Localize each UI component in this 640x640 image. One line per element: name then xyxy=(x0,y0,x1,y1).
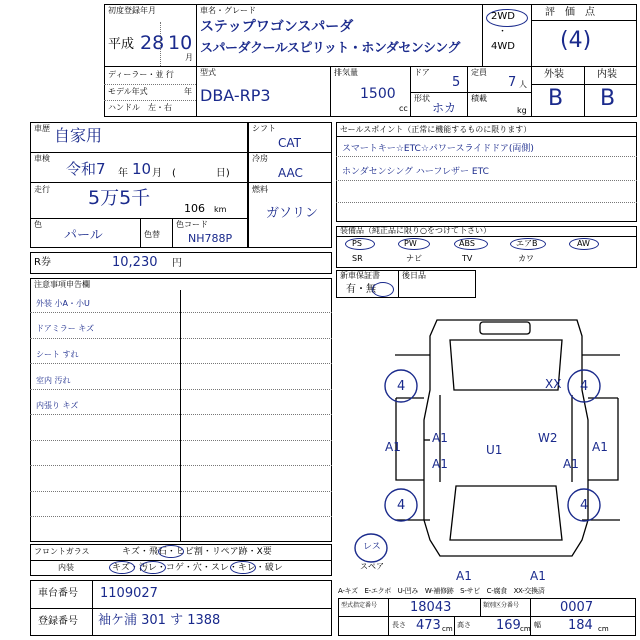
interior-label: 内装 xyxy=(597,69,617,80)
katashiki-label: 型式 xyxy=(200,68,216,77)
class-value: 0007 xyxy=(560,600,594,615)
format-value: 18043 xyxy=(410,600,452,615)
recycle-unit: 円 xyxy=(172,258,182,269)
color-value: パール xyxy=(64,228,103,243)
katashiki: DBA-RP3 xyxy=(200,86,271,105)
shape-label: 形状 xyxy=(414,94,430,103)
note-line-3: シート すれ xyxy=(36,350,79,359)
drive-4wd: 4WD xyxy=(491,41,515,52)
chassis-value: 1109027 xyxy=(100,586,158,601)
sales-point-line2: ホンダセンシング ハーフレザー ETC xyxy=(342,167,489,177)
equip-abs: ABS xyxy=(459,239,475,248)
height-label: 高さ xyxy=(457,621,471,629)
car-name: ステップワゴンスパーダ xyxy=(200,19,354,35)
color-code: NH788P xyxy=(188,232,233,245)
ac-label: 冷房 xyxy=(252,154,268,163)
mileage-km-unit: km xyxy=(214,205,227,214)
sales-point-line1: スマートキー☆ETC☆パワースライドドア(両側) xyxy=(342,144,534,154)
dealer-label: ディーラー・並 行 xyxy=(108,70,174,79)
tire-fr: 4 xyxy=(580,379,589,394)
plate-value: 袖ケ浦 301 す 1388 xyxy=(98,613,221,628)
shift-label: シフト xyxy=(252,124,276,133)
doors: 5 xyxy=(452,75,461,90)
drive-dot: ・ xyxy=(498,27,508,37)
inspection-year-unit: 年 xyxy=(118,168,128,179)
format-label: 型式指定番号 xyxy=(341,602,378,609)
reg-month: 10 xyxy=(168,32,193,54)
tire-rr: 4 xyxy=(580,498,589,513)
recycle-value: 10,230 xyxy=(112,255,158,270)
mark-a1-right: A1 xyxy=(592,440,608,454)
color-label: 色 xyxy=(34,220,42,229)
capacity-label: 定員 xyxy=(471,68,487,77)
mileage-value: 5万5千 xyxy=(88,187,151,209)
cc-unit: cc xyxy=(399,104,408,113)
glass-label: フロントガラス xyxy=(34,547,90,556)
height-value: 169 xyxy=(496,618,521,633)
mileage-km-value: 106 xyxy=(184,202,205,215)
recycle-label: R券 xyxy=(34,257,51,268)
note-line-4: 室内 汚れ xyxy=(36,376,71,385)
equip-leather: カワ xyxy=(518,254,534,263)
height-unit: cm xyxy=(520,625,531,633)
inspection-label: 車検 xyxy=(34,154,50,163)
name-grade-label: 車名・グレード xyxy=(200,6,256,15)
kg-unit: kg xyxy=(517,106,527,115)
width-label: 幅 xyxy=(534,621,541,629)
interior-cond-value: キズ・汚レ・コゲ・穴・スレ・キレ・破レ xyxy=(112,563,283,573)
capacity: 7 xyxy=(508,75,517,90)
note-line-2: ドアミラー キズ xyxy=(36,324,95,333)
person-unit: 人 xyxy=(519,80,527,89)
displacement-label: 排気量 xyxy=(334,68,358,77)
spare-mark: レス xyxy=(363,542,381,552)
mark-a1-right2: A1 xyxy=(563,457,579,471)
width-unit: cm xyxy=(598,625,609,633)
equip-navi: ナビ xyxy=(406,254,422,263)
model-year-label: モデル年式 xyxy=(108,87,148,96)
month-unit: 月 xyxy=(185,53,193,62)
eval-score: (4) xyxy=(560,28,592,53)
inspection-month: 10 xyxy=(132,160,152,178)
reg-era: 平成 xyxy=(108,37,135,52)
interior-cond-label: 内装 xyxy=(58,563,74,572)
ac-value: AAC xyxy=(278,166,303,180)
shape: ホカ xyxy=(432,101,457,115)
equipment-label: 装備品（純正品に限り○をつけて下さい） xyxy=(340,226,491,235)
handle-label: ハンドル 左・右 xyxy=(108,103,172,112)
inspection-day: ( 日) xyxy=(172,168,230,179)
doors-label: ドア xyxy=(414,68,430,77)
interior-grade: B xyxy=(600,86,616,111)
class-label: 類別区分番号 xyxy=(483,602,520,609)
load-label: 積載 xyxy=(471,94,487,103)
length-value: 473 xyxy=(416,618,441,633)
equip-aw: AW xyxy=(577,239,590,248)
exterior-label: 外装 xyxy=(544,69,564,80)
exterior-grade: B xyxy=(548,86,564,111)
chassis-label: 車台番号 xyxy=(38,588,78,599)
color-check-label: 色替 xyxy=(144,230,160,239)
damage-legend: A-キズ E-エクボ U-凹み W-補修跡 S-サビ C-腐食 XX-交換済 xyxy=(338,587,545,595)
sales-point-label: セールスポイント（正常に機能するものに限ります） xyxy=(340,125,532,134)
equip-pw: PW xyxy=(404,239,417,248)
mark-a1-left2: A1 xyxy=(432,457,448,471)
fuel-label: 燃料 xyxy=(252,185,268,194)
spare-label: スペア xyxy=(360,562,384,571)
tire-fl: 4 xyxy=(397,379,406,394)
mark-a1-left: A1 xyxy=(432,431,448,445)
mark-a1-bottom: A1 xyxy=(456,569,472,583)
mark-u1: U1 xyxy=(486,443,503,457)
eval-label: 評 価 点 xyxy=(545,7,595,18)
width-value: 184 xyxy=(568,618,593,633)
note-line-5: 内張り キズ xyxy=(36,401,79,410)
length-unit: cm xyxy=(442,625,453,633)
mileage-label: 走行 xyxy=(34,185,50,194)
warranty-value: 有・無 xyxy=(346,284,376,295)
note-line-1: 外装 小A・小U xyxy=(36,299,90,308)
drive-2wd: 2WD xyxy=(491,11,515,22)
year-unit: 年 xyxy=(184,87,192,96)
after-item-label: 後日品 xyxy=(402,271,426,280)
shift-value: CAT xyxy=(278,136,301,150)
warranty-label: 新車保証書 xyxy=(340,271,380,280)
inspection-month-unit: 月 xyxy=(152,168,162,179)
plate-label: 登録番号 xyxy=(38,616,78,627)
displacement: 1500 xyxy=(360,86,396,102)
car-grade: スパーダクールスピリット・ホンダセンシング xyxy=(200,41,460,56)
reg-year: 28 xyxy=(140,32,165,54)
equip-sr: SR xyxy=(352,254,363,263)
glass-value: キズ・飛石・ヒビ割・リペア跡・X要 xyxy=(122,547,272,557)
equip-airb: エアB xyxy=(516,239,538,248)
color-code-label: 色コード xyxy=(176,220,208,229)
mark-w2: W2 xyxy=(538,431,558,445)
tire-rl: 4 xyxy=(397,498,406,513)
equip-tv: TV xyxy=(462,254,473,263)
inspection-era: 令和7 xyxy=(66,160,106,178)
mark-a1-bottom2: A1 xyxy=(530,569,546,583)
fuel-value: ガソリン xyxy=(266,206,319,221)
length-label: 長さ xyxy=(392,621,406,629)
notes-label: 注意事項申告欄 xyxy=(34,280,90,289)
mark-a1-left3: A1 xyxy=(385,440,401,454)
usage-value: 自家用 xyxy=(54,126,103,145)
first-reg-label: 初度登録年月 xyxy=(108,6,156,15)
equip-ps: PS xyxy=(352,239,362,248)
mark-xx: XX xyxy=(545,377,562,391)
usage-label: 車歴 xyxy=(34,124,50,133)
